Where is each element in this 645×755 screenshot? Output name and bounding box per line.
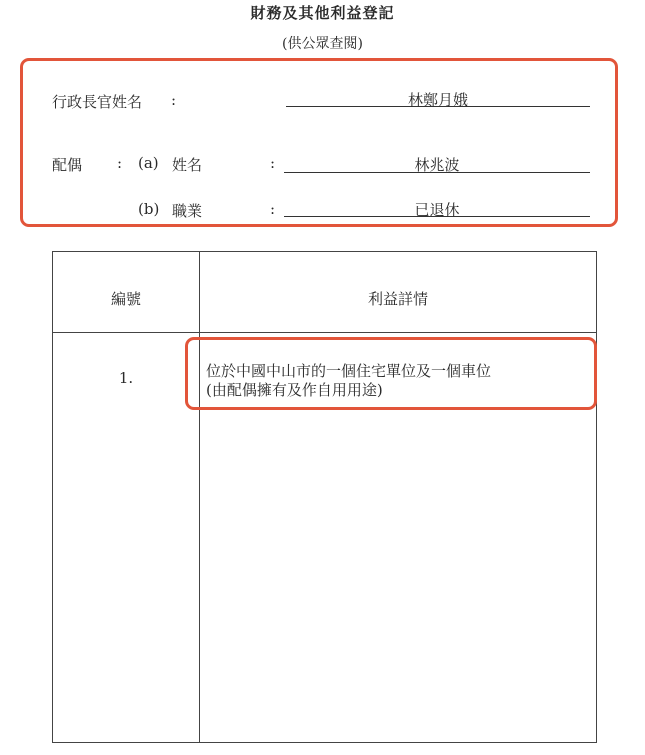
row-details-line1: 位於中國中山市的一個住宅單位及一個車位 — [206, 362, 492, 380]
document-title: 財務及其他利益登記 — [250, 4, 395, 22]
details-highlight-box — [185, 337, 597, 410]
row-number: 1. — [118, 369, 134, 387]
table-header-divider — [53, 332, 596, 333]
spouse-colon: : — [117, 154, 123, 172]
occupation-value: 已退休 — [414, 201, 460, 219]
document-subtitle: (供公眾查閱) — [282, 36, 363, 52]
table-column-divider — [199, 252, 200, 742]
header-details: 利益詳情 — [367, 290, 428, 308]
interests-table — [52, 251, 597, 743]
name-colon: : — [270, 154, 276, 172]
spouse-label: 配偶 — [52, 156, 83, 174]
name-label: 姓名 — [172, 156, 203, 174]
chief-executive-name: 林鄭月娥 — [407, 91, 468, 109]
chief-executive-colon: : — [171, 91, 177, 109]
occupation-marker: (b) — [138, 200, 160, 218]
row-details-line2: (由配偶擁有及作自用用途) — [206, 381, 383, 399]
name-marker: (a) — [138, 154, 159, 172]
occupation-colon: : — [270, 200, 276, 218]
header-number: 編號 — [110, 290, 141, 308]
occupation-label: 職業 — [172, 202, 203, 220]
chief-executive-label: 行政長官姓名 — [52, 93, 143, 111]
spouse-name: 林兆波 — [414, 156, 460, 174]
